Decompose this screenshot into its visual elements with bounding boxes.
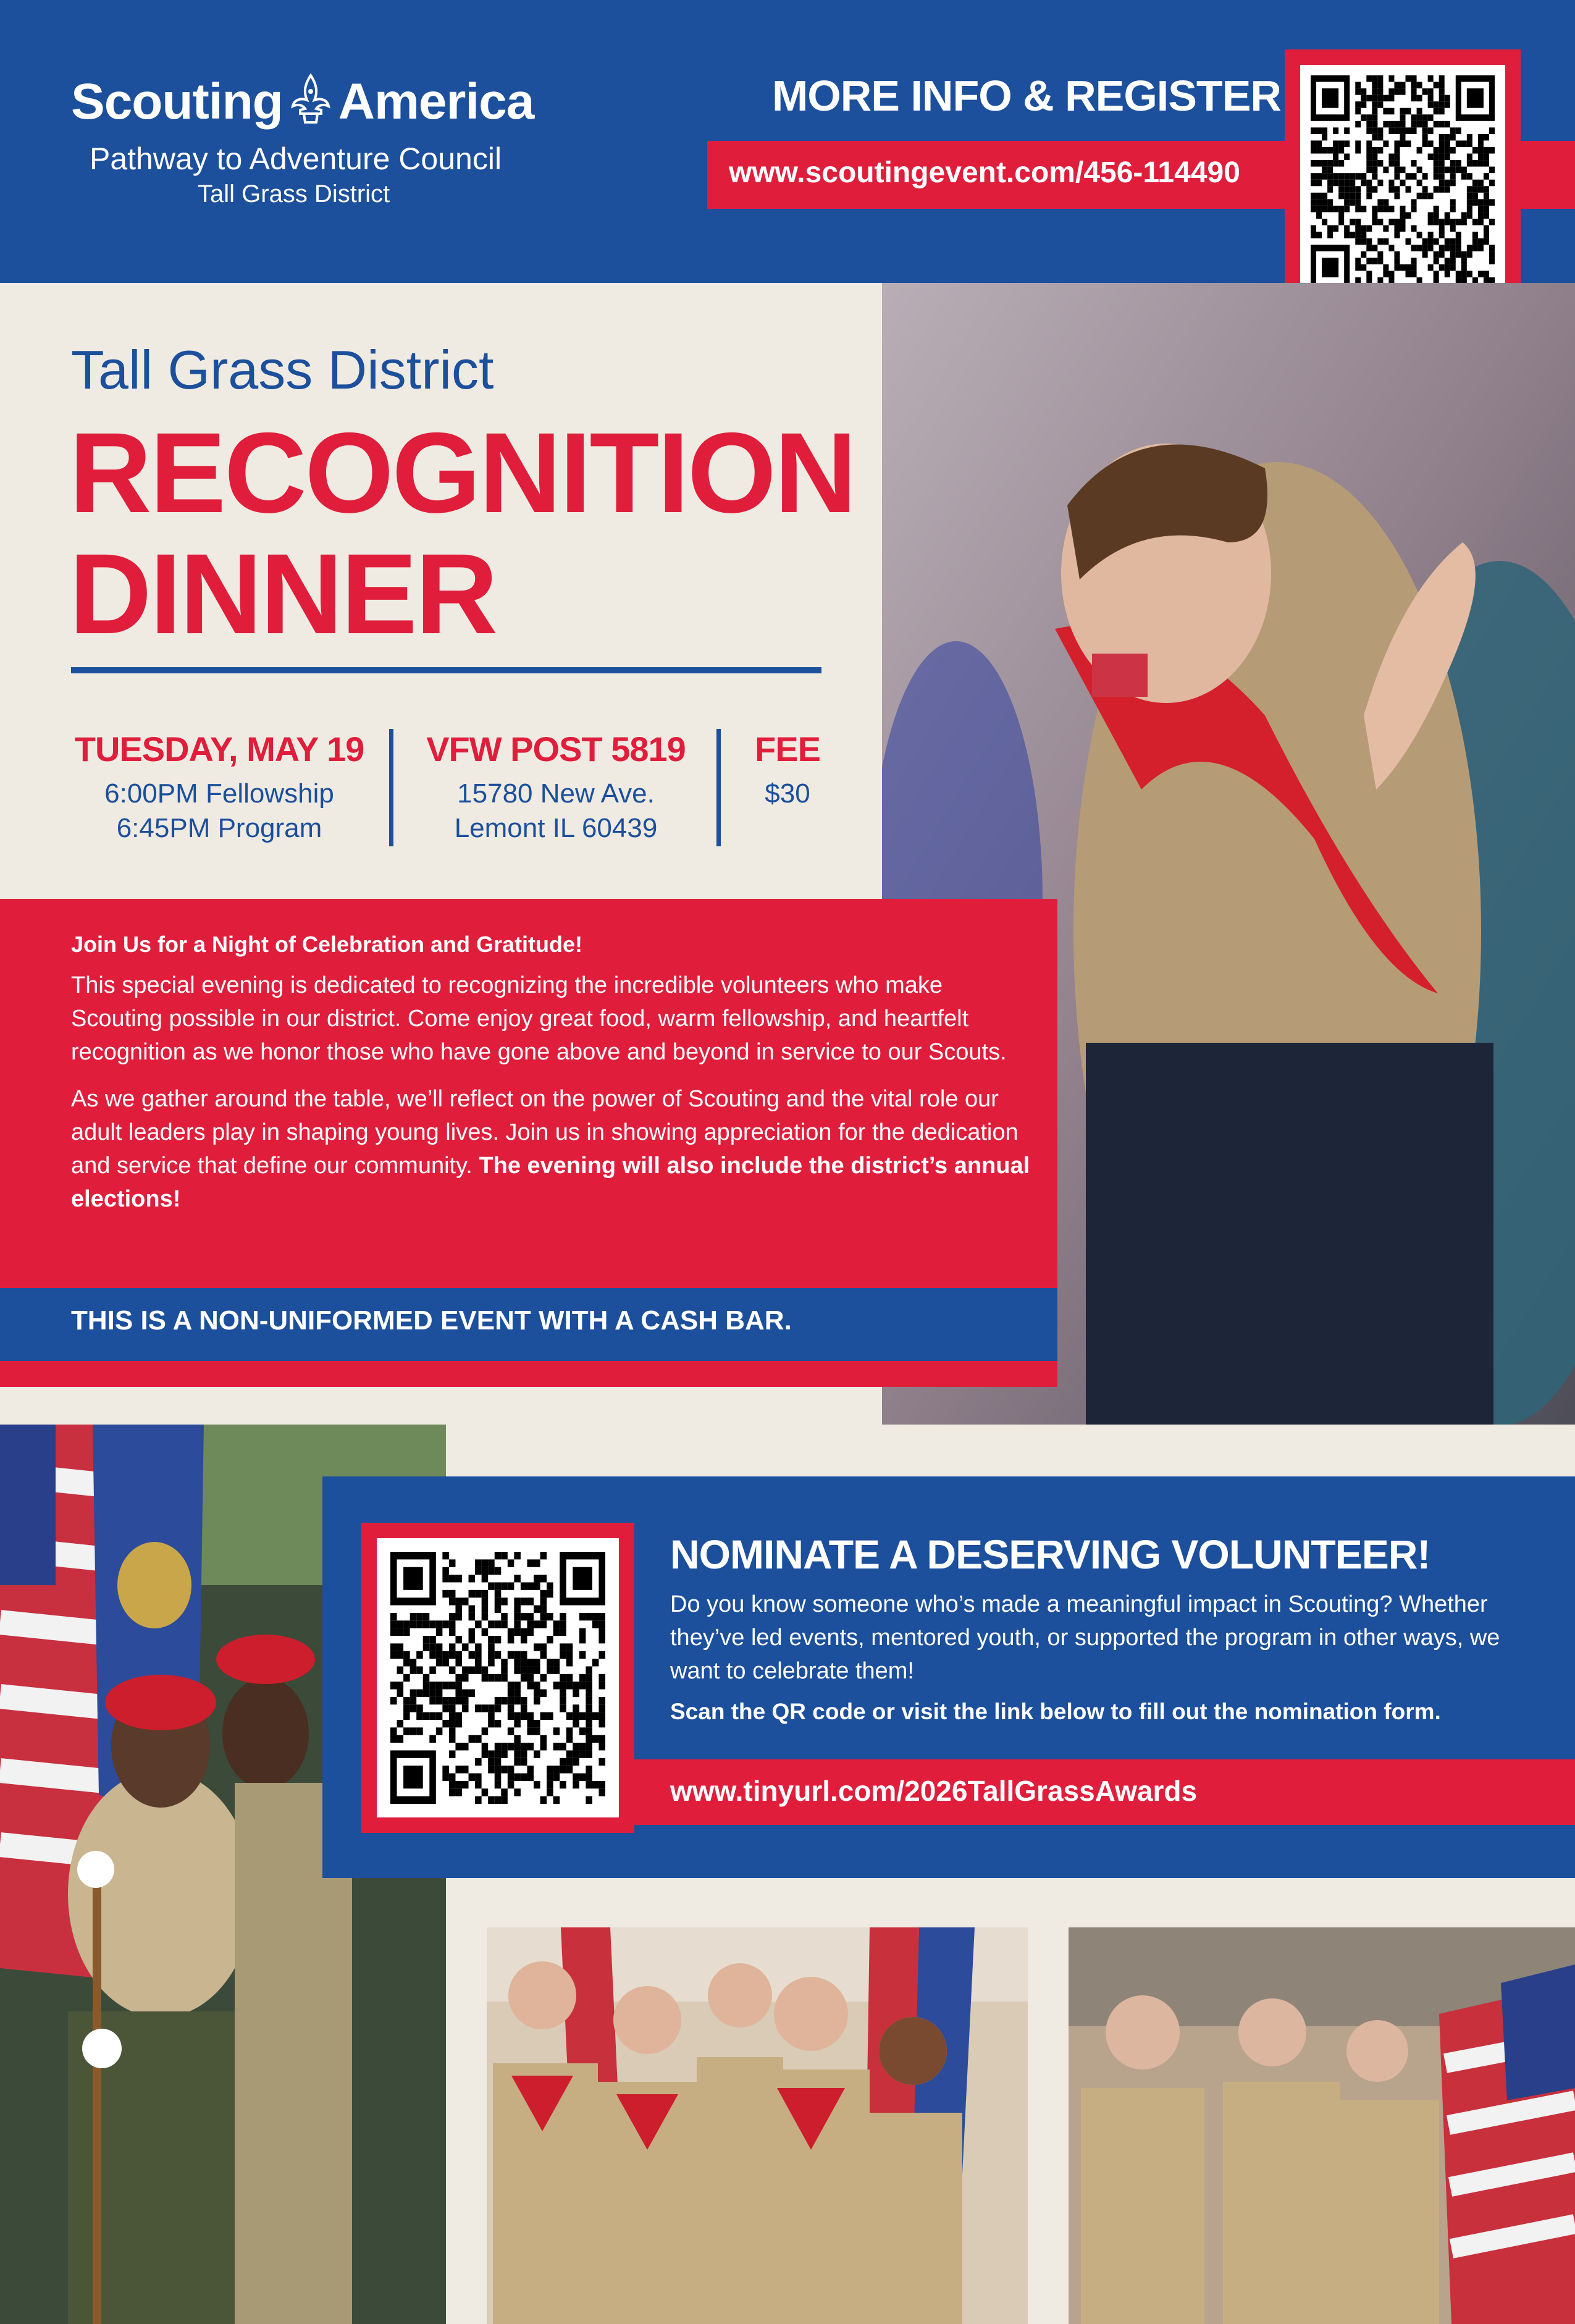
more-info-heading: MORE INFO & REGISTER	[772, 72, 1281, 120]
event-title-line1: RECOGNITION	[69, 410, 855, 537]
description-text	[71, 932, 1035, 1229]
program-time: 6:45PM Program	[116, 813, 322, 843]
detail-separator	[716, 729, 721, 846]
scout-group-photo	[487, 1927, 1028, 2324]
description-paragraph-1: This special evening is dedicated to recognizing the incredible volunteers who make Scouting possible in our district. Come enjoy great food, warm fellowship, and heartfelt recognition as we honor those who have gone above and beyond in service to our Scouts.	[71, 972, 1007, 1065]
fellowship-time: 6:00PM Fellowship	[104, 778, 334, 809]
fee-label: FEE	[755, 730, 820, 768]
red-accent-strip	[0, 1361, 1057, 1387]
venue-details	[408, 729, 704, 846]
elections-note: The evening will also include the district’s annual elections!	[71, 1153, 1030, 1212]
event-title	[69, 410, 855, 658]
qr-code-icon	[390, 1552, 605, 1804]
event-title-line2: DINNER	[69, 531, 497, 658]
non-uniformed-notice: THIS IS A NON-UNIFORMED EVENT WITH A CASH BAR.	[71, 1305, 792, 1336]
fleur-de-lis-icon	[287, 73, 335, 127]
nomination-title: NOMINATE A DESERVING VOLUNTEER!	[670, 1531, 1430, 1577]
description-heading: Join Us for a Night of Celebration and Gratitude!	[71, 932, 583, 957]
nomination-body: Do you know someone who’s made a meaningful impact in Scouting? Whether they’ve led events, mentored youth, or supported the program in other ways, we want to celebrate them!	[670, 1591, 1500, 1684]
fee-amount: $30	[765, 778, 810, 809]
venue-street: 15780 New Ave.	[457, 778, 655, 809]
salute-crowd-photo	[1069, 1927, 1575, 2324]
district-subtitle: Tall Grass District	[198, 180, 390, 208]
venue-name: VFW POST 5819	[426, 730, 686, 768]
nomination-url-link[interactable]: www.tinyurl.com/2026TallGrassAwards	[670, 1775, 1198, 1807]
nomination-qr-code[interactable]	[377, 1538, 619, 1817]
registration-qr-code[interactable]	[1300, 65, 1505, 301]
description-paragraph-2	[71, 1082, 1035, 1216]
logo-word-left: Scouting	[71, 74, 283, 130]
event-date: TUESDAY, MAY 19	[74, 730, 364, 768]
title-divider	[71, 667, 821, 673]
fee-details	[741, 729, 834, 811]
nomination-instructions: Scan the QR code or visit the link below to fill out the nomination form.	[670, 1699, 1441, 1724]
description-paragraph-2-text: As we gather around the table, we’ll reflect on the power of Scouting and the vital role our adult leaders play in shaping young lives. Join us in showing appreciation for the dedication and service that define our community.	[71, 1086, 1018, 1179]
date-time-details	[71, 729, 368, 846]
qr-code-icon	[1311, 75, 1495, 290]
venue-city: Lemont IL 60439	[454, 813, 658, 843]
logo-word-right: America	[338, 74, 534, 130]
scouting-america-logo[interactable]	[71, 73, 534, 131]
detail-separator	[389, 729, 393, 846]
event-url-link[interactable]: www.scoutingevent.com/456-114490	[729, 156, 1240, 189]
district-title: Tall Grass District	[71, 339, 494, 400]
council-name: Pathway to Adventure Council	[90, 141, 502, 176]
